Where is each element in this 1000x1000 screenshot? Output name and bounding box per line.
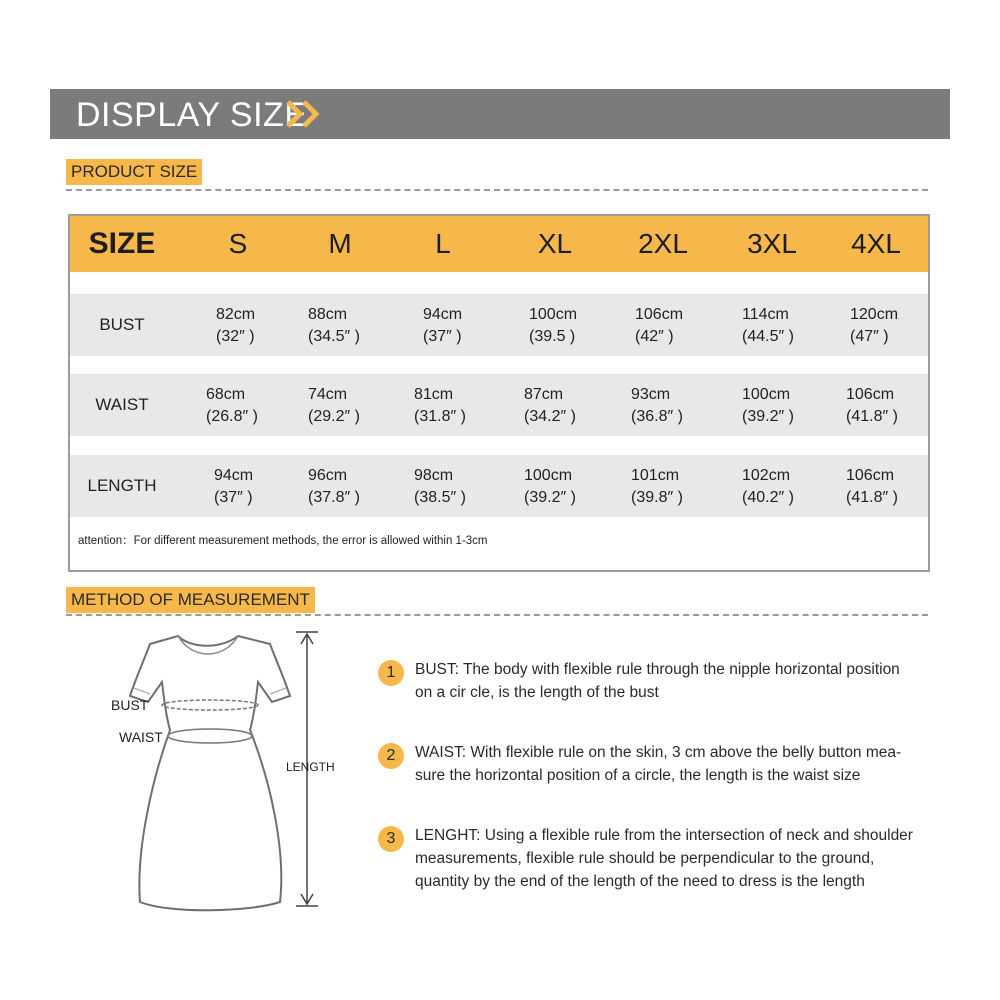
table-cell: 120cm (47″ ) <box>850 306 899 345</box>
table-cell: 74cm (29.2″ ) <box>308 386 360 425</box>
table-cell: 102cm (40.2″ ) <box>742 467 794 506</box>
size-header-label: SIZE <box>88 227 156 260</box>
method-label: METHOD OF MEASUREMENT <box>66 587 315 613</box>
method-text: BUST: The body with flexible rule through the nipple horizontal position on a cir cle, is the length of the bust <box>415 661 900 701</box>
size-table <box>68 214 930 572</box>
size-col: 4XL <box>851 228 901 259</box>
table-cell: 114cm (44.5″ ) <box>742 306 794 345</box>
table-cell: 94cm (37″ ) <box>423 306 463 345</box>
table-cell: 106cm (42″ ) <box>635 306 684 345</box>
size-col: 2XL <box>638 228 688 259</box>
table-cell: 98cm (38.5″ ) <box>414 467 466 506</box>
table-row-bust <box>70 294 928 356</box>
table-cell: 100cm (39.2″ ) <box>742 386 794 425</box>
banner-title: DISPLAY SIZE <box>76 96 308 134</box>
size-col: S <box>228 228 248 259</box>
dress-outline <box>130 636 290 910</box>
row-label: BUST <box>99 315 145 334</box>
table-cell: 94cm (37″ ) <box>214 467 254 506</box>
waist-label: WAIST <box>119 729 163 745</box>
table-cell: 88cm (34.5″ ) <box>308 306 360 345</box>
bust-label: BUST <box>111 697 149 713</box>
row-label: WAIST <box>95 395 149 414</box>
table-row-waist <box>70 374 928 436</box>
size-header-row <box>70 216 928 272</box>
display-size-banner <box>50 89 950 139</box>
table-cell: 68cm (26.8″ ) <box>206 386 258 425</box>
attention-note: attention：For different measurement methods, the error is allowed within 1-3cm <box>78 535 488 547</box>
table-cell: 93cm (36.8″ ) <box>631 386 683 425</box>
table-cell: 100cm (39.5 ) <box>529 306 578 345</box>
table-cell: 100cm (39.2″ ) <box>524 467 576 506</box>
size-col: L <box>435 228 451 259</box>
step-number-badge: 3 <box>378 826 404 852</box>
length-label: LENGTH <box>286 760 335 774</box>
table-cell: 106cm (41.8″ ) <box>846 386 898 425</box>
size-col: XL <box>537 228 573 259</box>
table-cell: 82cm (32″ ) <box>216 306 256 345</box>
table-cell: 106cm (41.8″ ) <box>846 467 898 506</box>
table-cell: 96cm (37.8″ ) <box>308 467 360 506</box>
size-col: 3XL <box>747 228 797 259</box>
step-number-badge: 2 <box>378 743 404 769</box>
step-number-badge: 1 <box>378 660 404 686</box>
size-col: M <box>328 228 352 259</box>
method-text: LENGHT: Using a flexible rule from the intersection of neck and shoulder measurements, flexible rule should be perpendicular to the ground, quantity by the end of the length of the need to dress is the length <box>415 827 913 890</box>
divider <box>66 189 928 191</box>
divider <box>66 614 928 616</box>
table-row-length <box>70 455 928 517</box>
method-text: WAIST: With flexible rule on the skin, 3 cm above the belly button mea- sure the horizontal position of a circle, the length is the waist size <box>415 744 902 784</box>
table-cell: 81cm (31.8″ ) <box>414 386 466 425</box>
product-size-label: PRODUCT SIZE <box>66 159 202 185</box>
row-label: LENGTH <box>87 476 157 495</box>
double-chevron-icon <box>286 99 330 129</box>
table-cell: 87cm (34.2″ ) <box>524 386 576 425</box>
table-cell: 101cm (39.8″ ) <box>631 467 683 506</box>
